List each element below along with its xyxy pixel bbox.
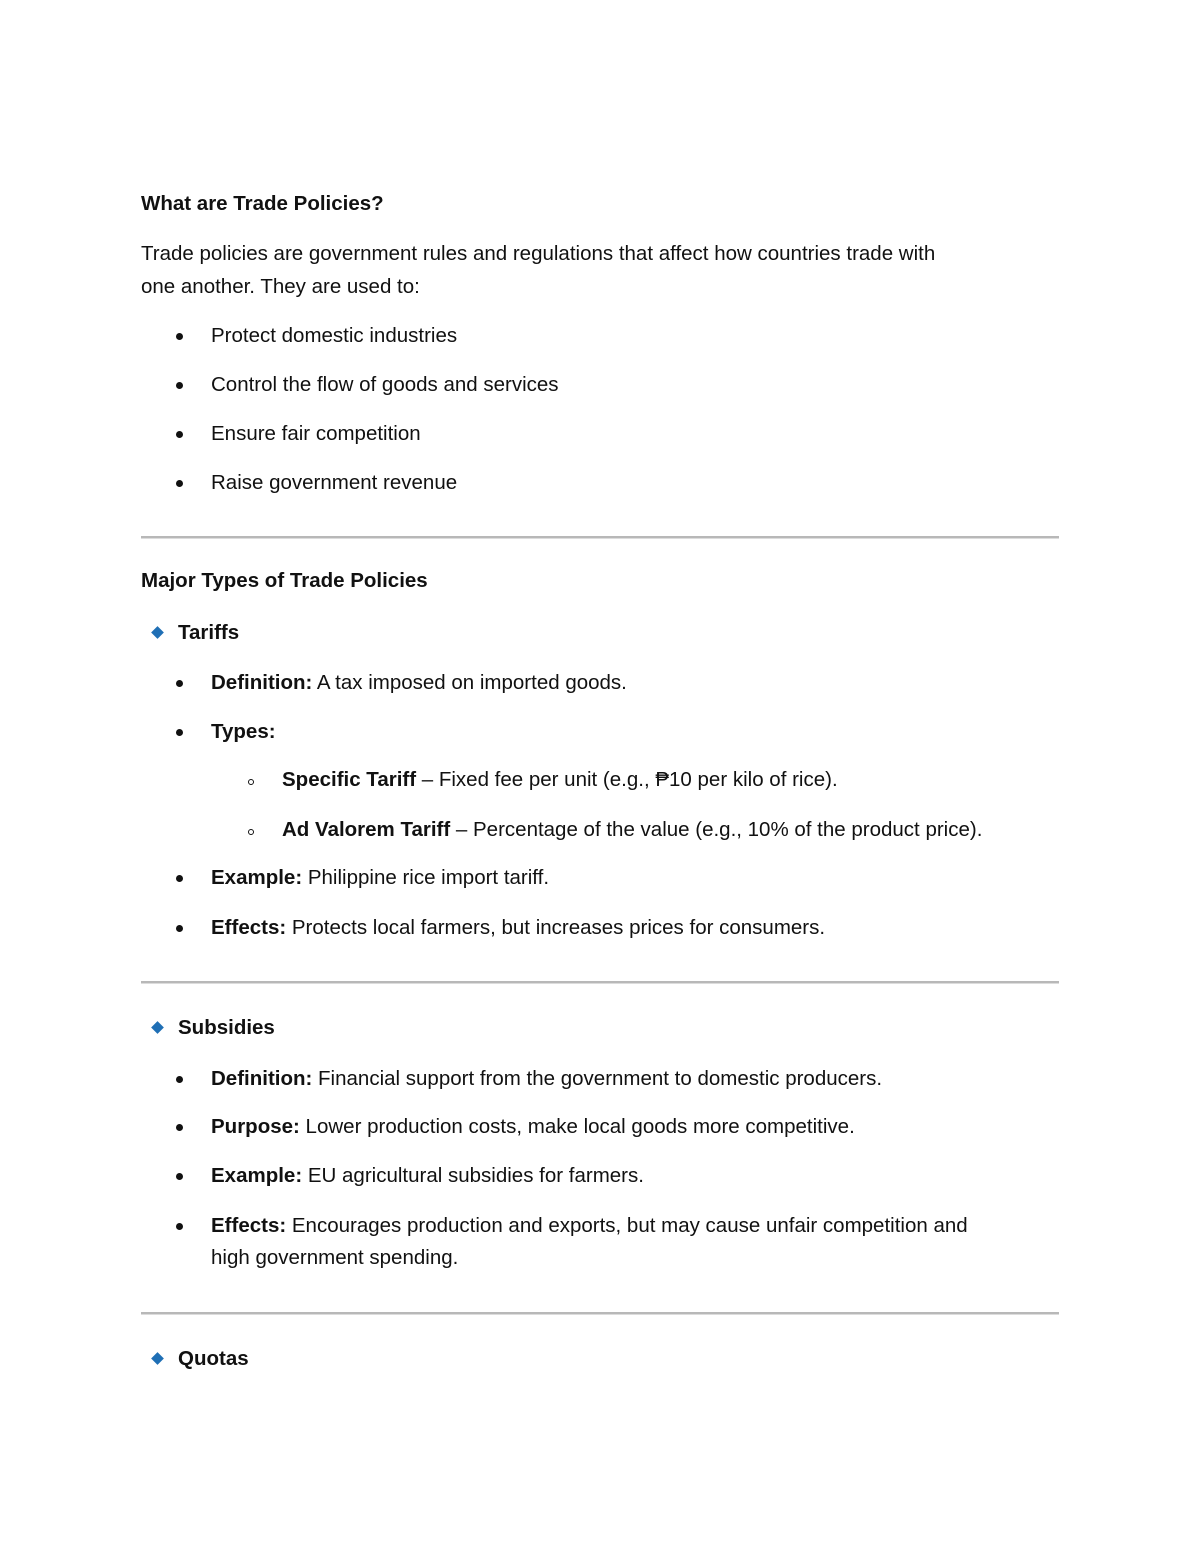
bullet-icon: [176, 1223, 183, 1230]
circle-bullet-icon: [248, 829, 254, 835]
section-heading-major-types: Major Types of Trade Policies: [141, 569, 428, 592]
bullet-icon: [176, 480, 183, 487]
label: Ad Valorem Tariff: [282, 818, 451, 841]
subsidy-effects-line-1: [211, 1210, 968, 1243]
label: Effects:: [211, 1214, 287, 1237]
value: Philippine rice import tariff.: [302, 866, 550, 889]
section-heading-trade-policies: What are Trade Policies?: [141, 192, 384, 215]
circle-bullet-icon: [248, 779, 254, 785]
intro-paragraph-line-1: Trade policies are government rules and regulations that affect how countries trade with: [141, 242, 936, 265]
value: – Fixed fee per unit (e.g., ₱10 per kilo of rice).: [416, 768, 838, 791]
subsection-title-quotas: Quotas: [178, 1347, 249, 1370]
diamond-bullet-icon: [151, 1352, 164, 1365]
bullet-icon: [176, 431, 183, 438]
horizontal-rule: [141, 981, 1059, 984]
tariff-example: [211, 862, 549, 895]
label: Example:: [211, 866, 303, 889]
diamond-bullet-icon: [151, 626, 164, 639]
list-item: Ensure fair competition: [211, 422, 421, 445]
subsidy-definition: [211, 1063, 882, 1096]
tariff-types: [211, 716, 276, 749]
value: Financial support from the government to domestic producers.: [312, 1067, 883, 1090]
bullet-icon: [176, 1124, 183, 1131]
label: Purpose:: [211, 1115, 300, 1138]
bullet-icon: [176, 1173, 183, 1180]
intro-paragraph-line-2: one another. They are used to:: [141, 275, 420, 298]
label: Types:: [211, 720, 276, 743]
bullet-icon: [176, 333, 183, 340]
list-item: Protect domestic industries: [211, 324, 458, 347]
horizontal-rule: [141, 1312, 1059, 1315]
label: Specific Tariff: [282, 768, 417, 791]
bullet-icon: [176, 680, 183, 687]
bullet-icon: [176, 729, 183, 736]
tariff-type-ad-valorem: [282, 814, 982, 847]
tariff-type-specific: [282, 764, 838, 797]
label: Definition:: [211, 1067, 313, 1090]
list-item: Raise government revenue: [211, 471, 458, 494]
subsidy-example: [211, 1160, 644, 1193]
bullet-icon: [176, 925, 183, 932]
bullet-icon: [176, 1076, 183, 1083]
bullet-icon: [176, 875, 183, 882]
tariff-definition: [211, 667, 627, 700]
value: Lower production costs, make local goods more competitive.: [299, 1115, 855, 1138]
value: – Percentage of the value (e.g., 10% of the product price).: [450, 818, 983, 841]
tariff-effects: [211, 912, 825, 945]
list-item: Control the flow of goods and services: [211, 373, 559, 396]
subsidy-purpose: [211, 1111, 855, 1144]
bullet-icon: [176, 382, 183, 389]
horizontal-rule: [141, 536, 1059, 539]
label: Example:: [211, 1164, 303, 1187]
diamond-bullet-icon: [151, 1021, 164, 1034]
subsidy-effects-line-2: high government spending.: [211, 1246, 459, 1269]
subsection-title-tariffs: Tariffs: [178, 621, 240, 644]
label: Effects:: [211, 916, 287, 939]
value: EU agricultural subsidies for farmers.: [302, 1164, 644, 1187]
value: A tax imposed on imported goods.: [312, 671, 627, 694]
value: Protects local farmers, but increases prices for consumers.: [286, 916, 826, 939]
subsection-title-subsidies: Subsidies: [178, 1016, 275, 1039]
value: Encourages production and exports, but may cause unfair competition and: [286, 1214, 968, 1237]
label: Definition:: [211, 671, 313, 694]
